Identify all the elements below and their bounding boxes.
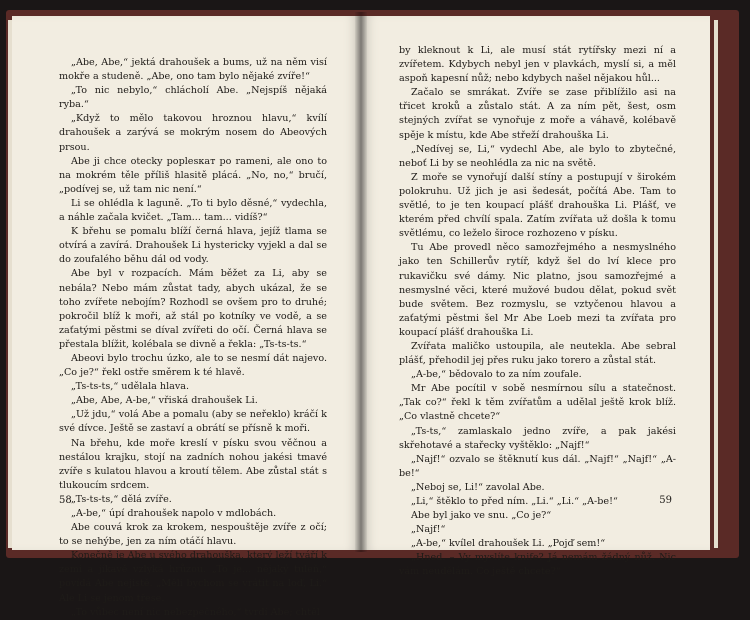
- paragraph: „Nedívej se, Li,“ vydechl Abe, ale bylo to zbytečné, neboť Li by se neohlédla za nic na světě.: [399, 143, 676, 169]
- paragraph: „Když to mělo takovou hroznou hlavu,“ kvílí drahoušek a zarývá se mokrým nosem do Abeových prsou.: [59, 113, 327, 153]
- paragraph: Abe ji chce otecky poplesкат po rameni, ale ono to na mokrém těle příliš hlasitě plácá. „No, no,“ bručí, „podívej se, už tam nic není.“: [59, 155, 327, 195]
- paragraph: Abe byl jako ve snu. „Co je?“: [411, 510, 552, 522]
- paragraph: „A-be,“ kvílel drahoušek Li. „Pojď sem!“: [411, 538, 606, 550]
- paragraph: Z moře se vynořují další stíny a postupují v širokém polokruhu. Už jich je asi šedesát, počítá Abe. Tam to světlé, to je ten koupací plášť drahouška Li. Plášť, ve kterém před chvílí spala. Zatím zvířata už došla k tomu světlému, co leželo široce rozhozeno v písku.: [399, 171, 676, 240]
- paragraph: Začalo se smrákat. Zvíře se zase přiblížilo asi na třicet kroků a zůstalo stát. A za ním pět, šest, osm stejných zvířat se vynořuje z moře a váhavě, kolébavě spěje k místu, kde Abe střeží drahouška Li.: [399, 87, 676, 141]
- paragraph: „Hned. – Vy myslíte knife? Já nemám žádný nůž. Nic vám neudělám. Co ještě chcete?“: [399, 552, 676, 578]
- paragraph: „A-be,“ úpí drahoušek napolo v mdlobách.: [71, 508, 277, 519]
- paragraph: „Neboj se, Li!“ zavolal Abe.: [411, 481, 545, 493]
- paragraph: Li se ohlédla k laguně. „To ti bylo děsné,“ vydechla, a náhle začala kvičet. „Tam... tam... vidíš?“: [59, 197, 327, 224]
- right-fore-edge: [714, 20, 718, 548]
- page-number-right: 59: [659, 495, 672, 506]
- right-page: [361, 16, 710, 578]
- paragraph: „To vůbec není nic nebezpečného,“ tvrdí Abe; chtěl: [71, 606, 320, 618]
- paragraph: by kleknout k Li, ale musí stát rytířsky mezi ní a zvířetem. Kdybych nebyl jen v plavkách, myslí si, a měl aspoň kapesní nůž; nebo kdybych našel nějakou hůl...: [399, 45, 676, 85]
- paragraph: „Li,“ štěklo to před ním. „Li.“ „Li.“ „A-be!“: [411, 496, 618, 507]
- paragraph: „Ts-ts-ts,“ dělá zvíře.: [71, 493, 172, 505]
- paragraph: Zvířata maličko ustoupila, ale neutekla. Abe sebral plášť, přehodil jej přes ruku jako torero a zůstal stát.: [399, 340, 676, 367]
- right-page-text: [399, 44, 676, 580]
- paragraph: „Ts-ts-ts,“ udělala hlava.: [71, 381, 190, 393]
- paragraph: Konečně je Abe u svého drahouška, který leží tváří k zemi a jíkavě vzlyká hrůzou. „To je... nějaký tuleň,“ povídá Abe nejistě. „Měli bychom se vrátit na loď, Li.“ Ale Li se jenom třese.: [59, 550, 327, 604]
- paragraph: Abe byl v rozpacích. Mám běžet za Li, aby se nebála? Nebo mám zůstat tady, abych ukázal, že se toho zvířete nebojím? Rozhodl se ovšem pro to druhé; pokročil blíž k moři, až stál po kotníky ve vodě, a se zaťatými pěstmi se díval zvířeti do očí. Černá hlava se přestala blížit, kolébala se divně a řekla: „Ts-ts-ts.“: [59, 268, 327, 350]
- paragraph: „Už jdu,“ volá Abe a pomalu (aby se neřeklo) kráčí k své dívce. Ještě se zastaví a obrátí se přísně k moři.: [59, 409, 327, 435]
- paragraph: Abeovi bylo trochu úzko, ale to se nesmí dát najevo. „Co je?“ řekl ostře směrem k té hlavě.: [59, 352, 327, 379]
- paragraph: K břehu se pomalu blíží černá hlava, jejíž tlama se otvírá a zavírá. Drahoušek Li hystericky vyjekl a dal se do zoufalého běhu dál od vody.: [59, 226, 327, 266]
- paragraph: „To nic nebylo,“ chlácholí Abe. „Nejspíš nějaká ryba.“: [59, 85, 327, 111]
- paragraph: „Abe, Abe,“ jektá drahoušek a bums, už na něm visí mokře a studeně. „Abe, ono tam bylo nějaké zvíře!“: [59, 57, 327, 83]
- left-page: [12, 16, 361, 618]
- book-gutter: [355, 12, 367, 552]
- paragraph: „Ts-ts,“ zamlaskalo jedno zvíře, a pak jakési skřehotavé a stařecky vyštěklo: „Najf!“: [399, 425, 676, 451]
- page-number-left: 58: [59, 495, 72, 506]
- paragraph: „A-be,“ bědovalo to za ním zoufale.: [411, 369, 582, 381]
- paragraph: Na břehu, kde moře kreslí v písku svou věčnou a nestálou krajku, stojí na zadních nohou jakési tmavé zvíře s kulatou hlavou a kroutí tělem. Abe zůstal stát s tlukoucím srdcem.: [59, 437, 327, 491]
- paragraph: „Najf!“ ozvalo se štěknutí kus dál. „Najf!“ „Najf!“ „A-be!“: [399, 453, 676, 479]
- paragraph: Abe couvá krok za krokem, nespouštěje zvíře z očí; to se nehýbe, jen za ním otáčí hlavu.: [59, 522, 327, 548]
- left-page-text: [59, 56, 327, 620]
- paragraph: „Abe, Abe, A-be,“ vřiská drahoušek Li.: [71, 395, 258, 407]
- paragraph: Tu Abe provedl něco samozřejmého a nesmyslného jako ten Schillerův rytíř, když šel do lví klece pro rukavičku své dámy. Nic platno, jsou samozřejmé a nesmyslné věci, které mužové budou dělat, pokud svět bude světem. Bez rozmyslu, se vztyčenou hlavou a zaťatými pěstmi šel Mr Abe Loeb mezi ta zvířata pro koupací plášť drahouška Li.: [399, 242, 676, 338]
- paragraph: „Najf!“: [411, 524, 446, 536]
- paragraph: Mr Abe pocítil v sobě nesmírnou sílu a statečnost. „Tak co?“ řekl k těm zvířatům a udělal ještě krok blíž. „Co vlastně chcete?“: [399, 383, 676, 423]
